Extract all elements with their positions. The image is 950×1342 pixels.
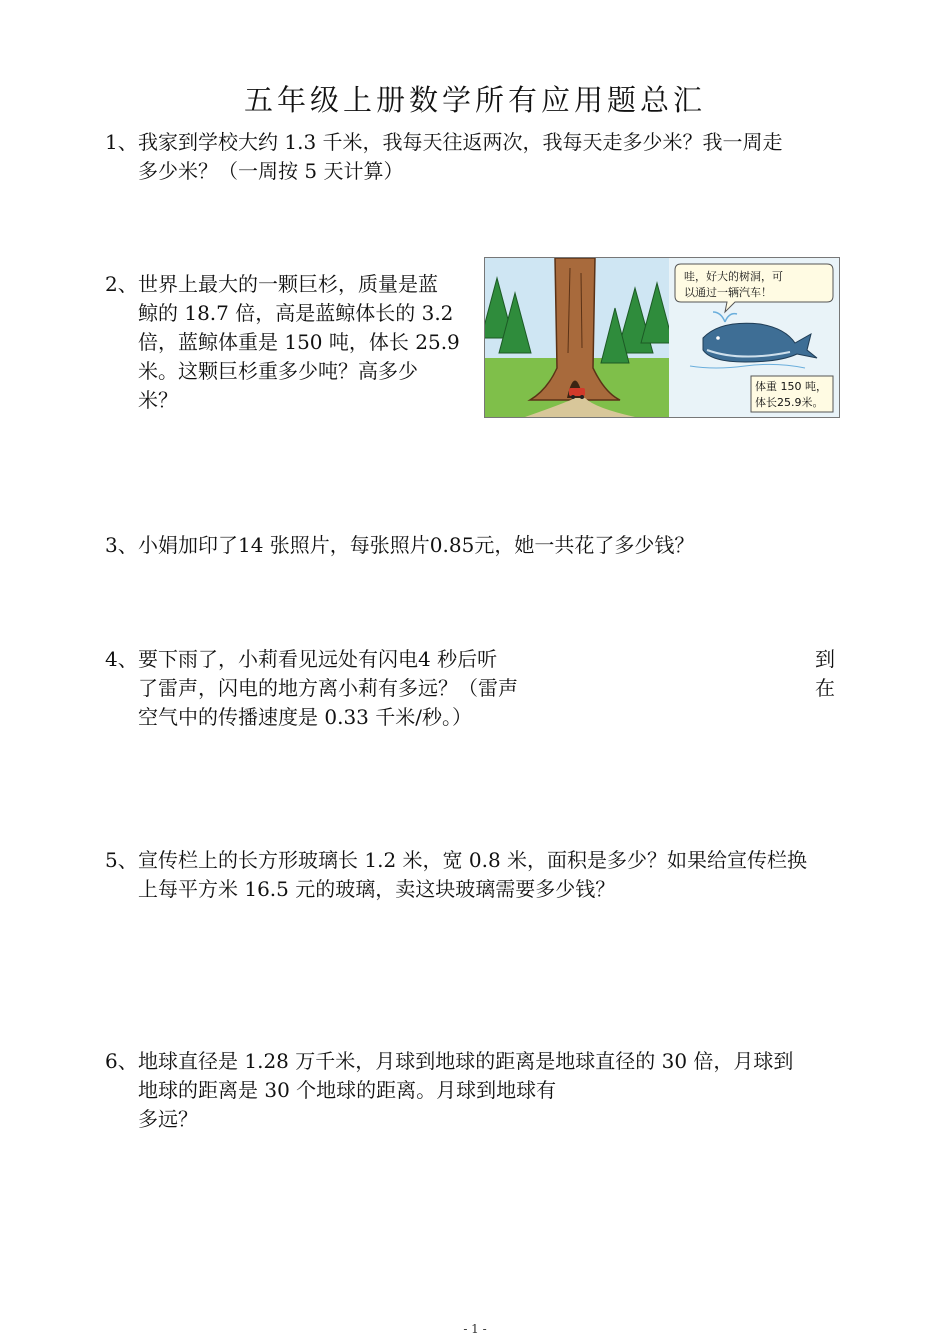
question-number: 2、 (105, 272, 138, 296)
question-text: 地球的距离是 30 个地球的距离。月球到地球有 (138, 1078, 557, 1102)
question-3 (105, 531, 694, 560)
question-text: 我家到学校大约 1.3 千米，我每天往返两次，我每天走多少米？我一周走 (138, 130, 783, 154)
question-number: 6、 (105, 1049, 138, 1073)
question-number: 5、 (105, 848, 138, 872)
question-text: 小娟加印了14 张照片，每张照片0.85元，她一共花了多少钱？ (138, 533, 695, 557)
question-4 (105, 645, 518, 732)
question-6 (105, 1047, 793, 1134)
question-text: 倍，蓝鲸体重是 150 吨，体长 25.9 (138, 330, 460, 354)
question-1 (105, 128, 783, 186)
question-text: 要下雨了，小莉看见远处有闪电4 秒后听 (138, 647, 498, 671)
question-number: 4、 (105, 647, 138, 671)
page-title: 五年级上册数学所有应用题总汇 (243, 83, 706, 117)
question-text: 米。这颗巨杉重多少吨？高多少 (138, 359, 418, 383)
sequoia-whale-illustration (484, 257, 840, 418)
svg-text:哇，好大的树洞，可 以通过一辆汽车！: 哇，好大的树洞，可 以通过一辆汽车！ (684, 270, 783, 299)
question-4-side-text: 到 在 (815, 647, 835, 700)
question-2 (105, 270, 475, 415)
question-text: 地球直径是 1.28 万千米，月球到地球的距离是地球直径的 30 倍，月球到 (138, 1049, 794, 1073)
question-text: 宣传栏上的长方形玻璃长 1.2 米，宽 0.8 米，面积是多少？如果给宣传栏换 (138, 848, 808, 872)
question-5 (105, 846, 807, 904)
question-text: 多少米？（一周按 5 天计算） (138, 159, 404, 183)
whale-caption: 体重 150 吨， 体长25.9米。 (755, 380, 827, 409)
question-text: 鲸的 18.7 倍，高是蓝鲸体长的 3.2 (138, 301, 454, 325)
page-number: - 1 - (463, 1322, 487, 1336)
question-text: 了雷声，闪电的地方离小莉有多远？（雷声 (138, 676, 518, 700)
question-number: 3、 (105, 533, 138, 557)
question-number: 1、 (105, 130, 138, 154)
question-text: 世界上最大的一颗巨杉，质量是蓝 (138, 272, 438, 296)
question-text: 上每平方米 16.5 元的玻璃，卖这块玻璃需要多少钱？ (138, 877, 616, 901)
question-text: 空气中的传播速度是 0.33 千米/秒。） (138, 705, 472, 729)
question-text: 米？ (138, 388, 178, 412)
question-text: 多远？ (138, 1107, 198, 1131)
